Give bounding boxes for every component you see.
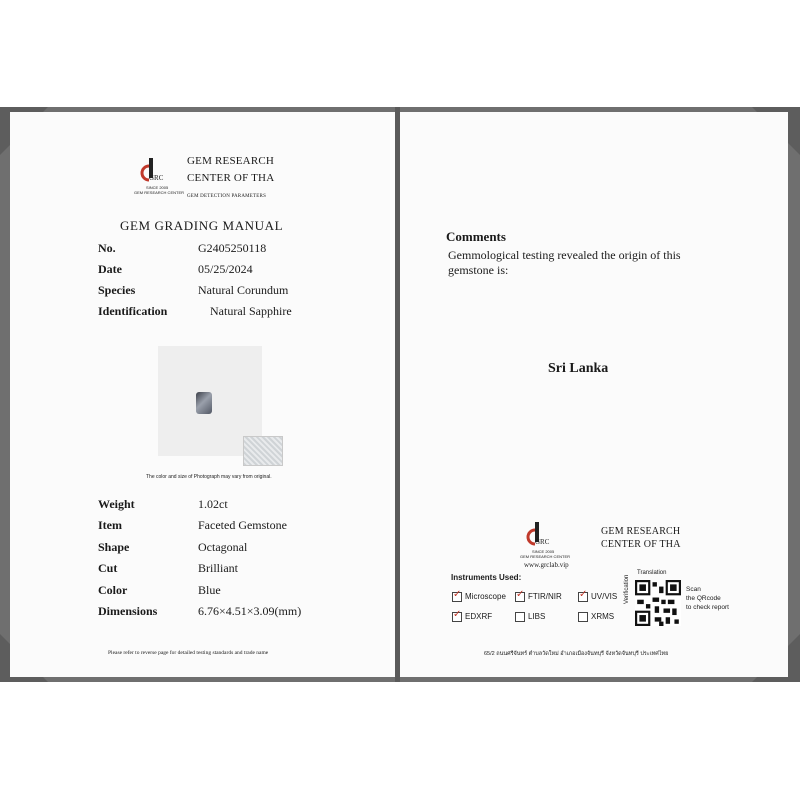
comments-title: Comments: [446, 229, 506, 244]
instrument-label: Microscope: [465, 592, 506, 601]
field-value: Natural Corundum: [198, 283, 289, 297]
grc-logo-icon: [522, 522, 555, 554]
logo-center: GEM RESEARCH CENTER: [520, 554, 571, 559]
field-label: Cut: [98, 561, 118, 575]
check-icon: ✓: [453, 609, 462, 620]
logo-since: SINCE 2005: [532, 549, 555, 554]
hologram-sticker: [243, 436, 283, 466]
field-value: 1.02ct: [198, 497, 228, 511]
field-label: Dimensions: [98, 604, 158, 618]
comments-body: Gemmological testing revealed the origin of this gemstone is:: [448, 248, 681, 277]
field-value: Natural Sapphire: [210, 304, 292, 318]
field-value: 05/25/2024: [198, 262, 253, 276]
gemstone-image: [196, 392, 212, 414]
field-label: Color: [98, 583, 128, 597]
checkbox-box: [578, 612, 588, 622]
logo-center: GEM RESEARCH CENTER: [134, 190, 185, 195]
qr-code-icon[interactable]: [635, 580, 681, 626]
org-name-line1: GEM RESEARCH: [187, 155, 275, 167]
scan-line: the QRcode: [686, 595, 721, 602]
instrument-label: LIBS: [528, 612, 546, 621]
translation-label: Translation: [637, 570, 667, 576]
field-label: Shape: [98, 540, 130, 554]
grc-logo-icon: [136, 158, 169, 190]
field-value: 6.76×4.51×3.09(mm): [198, 604, 302, 618]
check-icon: ✓: [579, 589, 588, 600]
field-label: No.: [98, 241, 116, 255]
photo-note: The color and size of Photograph may vary from original.: [146, 474, 272, 480]
website-url: www.grclab.vip: [524, 561, 569, 569]
org-name-line2: CENTER OF THA: [187, 172, 275, 184]
instrument-label: UV/VIS: [591, 592, 618, 601]
field-value: Faceted Gemstone: [198, 518, 287, 532]
scan-instructions: [686, 585, 729, 612]
field-value: Blue: [198, 583, 221, 597]
verification-label: Verification: [624, 574, 630, 604]
lab-address: 65/2 ถนนศรีจันทร์ ตำบลวัดใหม่ อำเภอเมืองจันทบุรี จังหวัดจันทบุรี ประเทศไทย: [484, 651, 669, 657]
org-name-line1: GEM RESEARCH: [601, 526, 681, 537]
instrument-label: EDXRF: [465, 612, 493, 621]
field-label: Identification: [98, 304, 168, 318]
field-label: Species: [98, 283, 136, 297]
scan-line: Scan: [686, 586, 701, 593]
field-value: Brilliant: [198, 561, 238, 575]
scan-line: to check report: [686, 604, 729, 611]
field-label: Weight: [98, 497, 135, 511]
logo-since: SINCE 2005: [146, 185, 169, 190]
org-subtitle: GEM DETECTION PARAMETERS: [187, 194, 267, 199]
instrument-label: XRMS: [591, 612, 615, 621]
field-label: Item: [98, 518, 122, 532]
check-icon: ✓: [516, 589, 525, 600]
checkbox-box: [515, 612, 525, 622]
field-value: Octagonal: [198, 540, 248, 554]
manual-title: GEM GRADING MANUAL: [120, 218, 284, 233]
check-icon: ✓: [453, 589, 462, 600]
logo-abbr: GRC: [535, 538, 550, 546]
field-value: G2405250118: [198, 241, 267, 255]
org-name-line2: CENTER OF THA: [601, 539, 681, 550]
origin-value: Sri Lanka: [548, 361, 609, 376]
field-label: Date: [98, 262, 122, 276]
logo-abbr: GRC: [149, 174, 164, 182]
instruments-title: Instruments Used:: [451, 573, 522, 582]
instrument-label: FTIR/NIR: [528, 592, 562, 601]
footer-note: Please refer to reverse page for detailed testing standards and trade name: [108, 650, 269, 656]
